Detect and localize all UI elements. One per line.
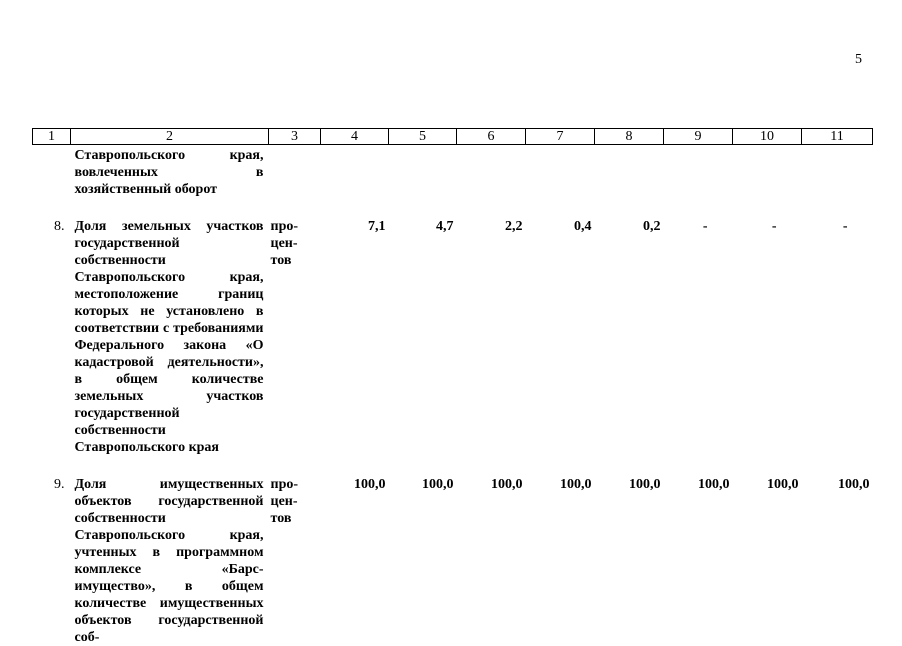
indicators-table: [32, 128, 873, 646]
column-header: 1: [33, 129, 71, 145]
row-value: 100,0: [698, 477, 730, 492]
unit-line: цен-: [270, 236, 298, 251]
row-value: 7,1: [368, 219, 386, 234]
row-value: 100,0: [767, 477, 799, 492]
row-value: [733, 145, 802, 199]
row-value: [664, 145, 733, 199]
row-value: 0,4: [574, 219, 592, 234]
row-value: 100,0: [560, 477, 592, 492]
row-value: [389, 145, 457, 199]
unit-line: цен-: [270, 494, 298, 509]
column-header: 3: [269, 129, 321, 145]
row-value: 100,0: [491, 477, 523, 492]
row-value: [321, 145, 389, 199]
unit-line: про-: [270, 477, 299, 492]
column-header: 5: [389, 129, 457, 145]
column-header: 11: [802, 129, 873, 145]
table-row-9: [33, 456, 873, 646]
column-header: 7: [526, 129, 595, 145]
column-header: 2: [71, 129, 269, 145]
column-header: 4: [321, 129, 389, 145]
row-description: Ставропольского края, вовлеченных в хозяйственный оборот: [74, 148, 264, 197]
table-row-8: [33, 198, 873, 456]
row-unit: [269, 145, 321, 199]
row-number: [33, 145, 71, 199]
row-value: [526, 145, 595, 199]
unit-line: про-: [270, 219, 299, 234]
page-number: 5: [855, 52, 862, 67]
row-value: [802, 145, 873, 199]
column-header: 6: [457, 129, 526, 145]
row-value: 100,0: [838, 477, 870, 492]
unit-line: тов: [270, 253, 292, 268]
row-unit: [269, 198, 321, 456]
row-number: 8.: [54, 219, 65, 234]
row-value: 100,0: [629, 477, 661, 492]
row-value: -: [702, 219, 708, 234]
row-value: -: [771, 219, 777, 234]
row-description: Доля имущественных объектов государственной собственности Ставропольского края, учтенных в программном комплексе «Барс-имущество», в общем количестве имущественных объектов государственной соб-: [74, 477, 264, 645]
row-value: 100,0: [354, 477, 386, 492]
table-header-row: [33, 129, 873, 145]
row-unit: [269, 456, 321, 646]
row-number: 9.: [54, 477, 65, 492]
column-header: 9: [664, 129, 733, 145]
row-description: Доля земельных участков государственной собственности Ставропольского края, местоположение границ которых не установлено в соответствии с требованиями Федерального закона «О кадастровой деятельности», в общем количестве земельных участков государственной собственности Ставропольского края: [74, 219, 264, 455]
row-value: [595, 145, 664, 199]
row-value: -: [842, 219, 848, 234]
row-value: [457, 145, 526, 199]
row-value: 0,2: [643, 219, 661, 234]
unit-line: тов: [270, 511, 292, 526]
column-header: 8: [595, 129, 664, 145]
row-value: 2,2: [505, 219, 523, 234]
row-value: 4,7: [436, 219, 454, 234]
column-header: 10: [733, 129, 802, 145]
row-value: 100,0: [422, 477, 454, 492]
table-row-continuation: [33, 145, 873, 199]
